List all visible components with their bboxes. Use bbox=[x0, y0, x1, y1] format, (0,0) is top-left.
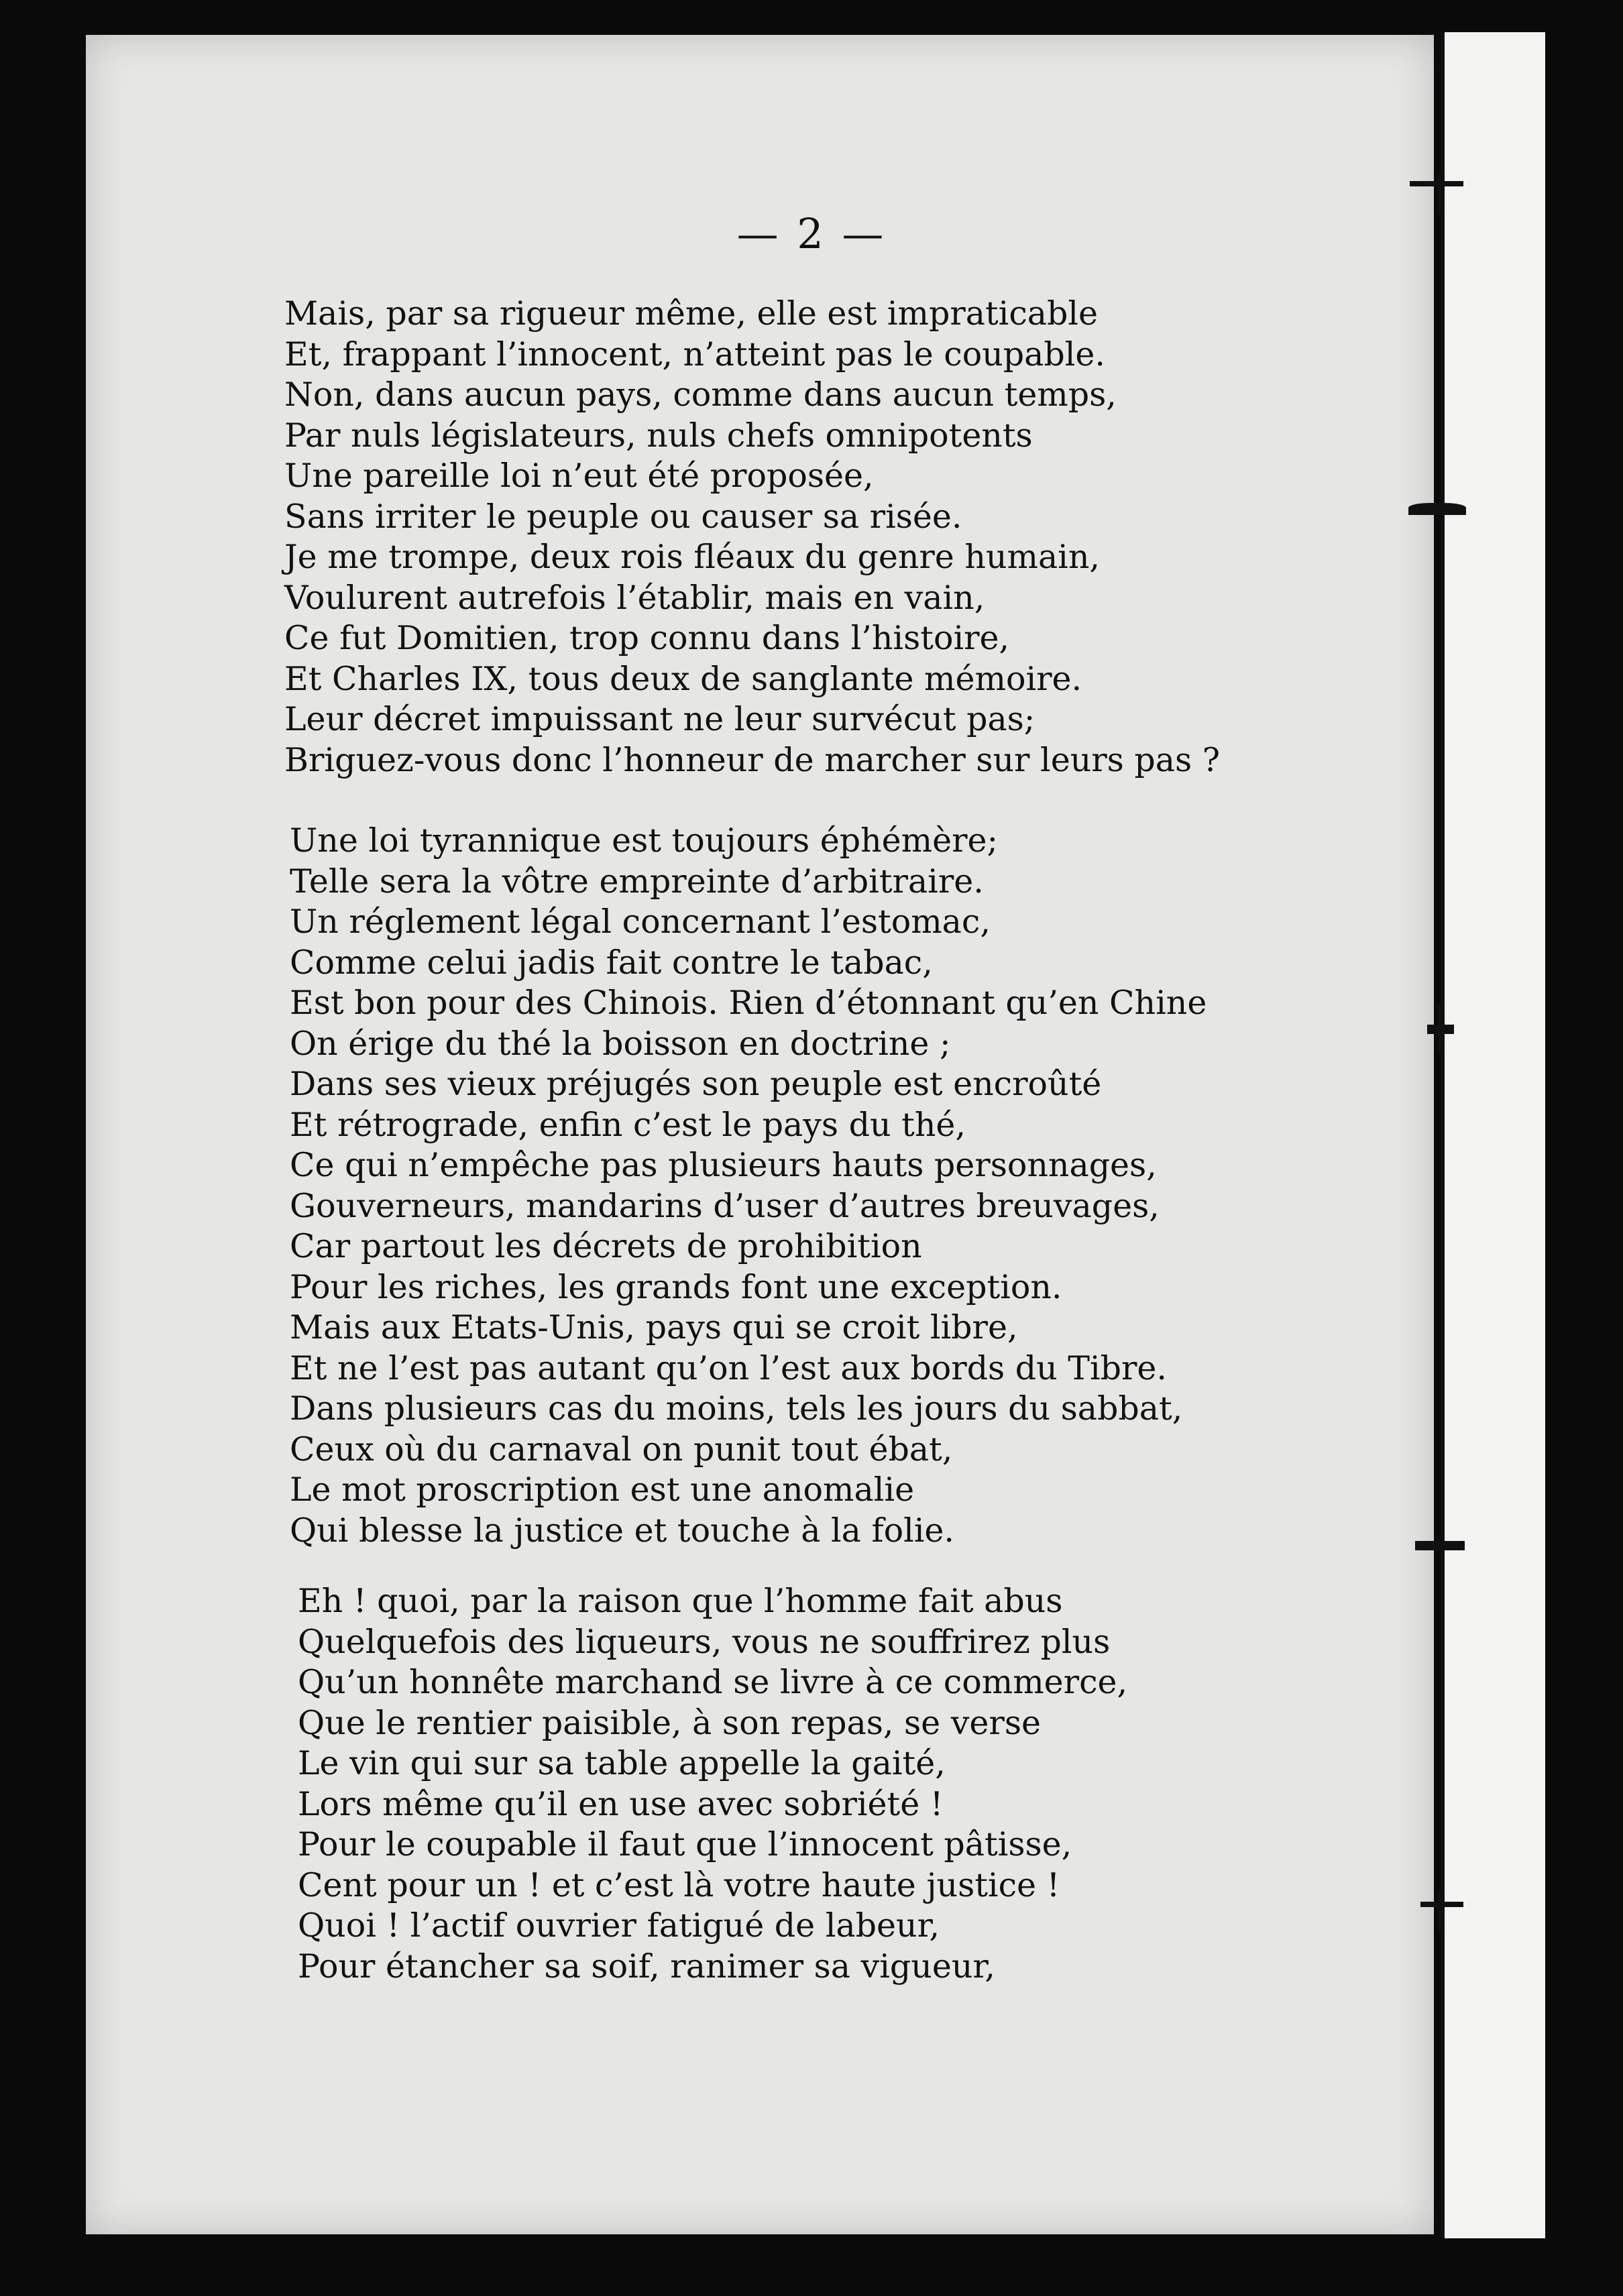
verse-line: Un réglement légal concernant l’estomac, bbox=[290, 903, 991, 941]
verse-line: Par nuls législateurs, nuls chefs omnipotents bbox=[284, 416, 1033, 455]
verse-line: Et Charles IX, tous deux de sanglante mémoire. bbox=[284, 659, 1082, 698]
verse-line: Qui blesse la justice et touche à la folie. bbox=[290, 1511, 955, 1550]
verse-line: Briguez-vous donc l’honneur de marcher sur leurs pas ? bbox=[284, 740, 1220, 779]
verse-line: Gouverneurs, mandarins d’user d’autres breuvages, bbox=[290, 1186, 1160, 1225]
verse-line: Mais aux Etats-Unis, pays qui se croit libre, bbox=[290, 1308, 1018, 1346]
verse-line: Quoi ! l’actif ouvrier fatigué de labeur, bbox=[298, 1906, 940, 1945]
verse-line: Sans irriter le peuple ou causer sa risée. bbox=[284, 497, 962, 536]
verse-line: Cent pour un ! et c’est là votre haute justice ! bbox=[298, 1866, 1060, 1904]
binding-mark bbox=[1410, 181, 1463, 186]
verse-line: Comme celui jadis fait contre le tabac, bbox=[290, 943, 933, 982]
binding-mark bbox=[1420, 1902, 1463, 1907]
verse-line: Est bon pour des Chinois. Rien d’étonnant qu’en Chine bbox=[290, 984, 1207, 1022]
verse-line: Pour étancher sa soif, ranimer sa vigueur, bbox=[298, 1947, 996, 1986]
verse-line: Une pareille loi n’eut été proposée, bbox=[284, 457, 874, 495]
verse-line: On érige du thé la boisson en doctrine ; bbox=[290, 1024, 951, 1063]
binding-mark bbox=[1415, 1541, 1465, 1550]
verse-line: Ce qui n’empêche pas plusieurs hauts personnages, bbox=[290, 1146, 1157, 1184]
verse-line: Dans plusieurs cas du moins, tels les jours du sabbat, bbox=[290, 1389, 1183, 1428]
verse-line: Une loi tyrannique est toujours éphémère; bbox=[290, 821, 999, 860]
binding-mark bbox=[1438, 174, 1442, 215]
verse-line: Et rétrograde, enfin c’est le pays du thé, bbox=[290, 1105, 966, 1144]
verse-line: Dans ses vieux préjugés son peuple est encroûté bbox=[290, 1065, 1102, 1103]
binding-mark bbox=[1408, 503, 1466, 515]
verse-line: Ce fut Domitien, trop connu dans l’histoire, bbox=[284, 619, 1010, 657]
verse-line: Et, frappant l’innocent, n’atteint pas le coupable. bbox=[284, 335, 1105, 374]
verse-line: Telle sera la vôtre empreinte d’arbitraire. bbox=[290, 862, 984, 901]
verse-line: Je me trompe, deux rois fléaux du genre humain, bbox=[284, 538, 1100, 576]
verse-line: Pour les riches, les grands font une exception. bbox=[290, 1267, 1062, 1306]
verse-line: Leur décret impuissant ne leur survécut pas; bbox=[284, 700, 1036, 738]
verse-line: Qu’un honnête marchand se livre à ce commerce, bbox=[298, 1663, 1128, 1701]
verse-line: Eh ! quoi, par la raison que l’homme fait abus bbox=[298, 1582, 1063, 1620]
verse-line: Le vin qui sur sa table appelle la gaité, bbox=[298, 1744, 946, 1782]
verse-line: Quelquefois des liqueurs, vous ne souffrirez plus bbox=[298, 1622, 1111, 1661]
verse-line: Ceux où du carnaval on punit tout ébat, bbox=[290, 1430, 953, 1469]
stanza bbox=[290, 821, 1207, 1551]
verse-line: Lors même qu’il en use avec sobriété ! bbox=[298, 1784, 944, 1823]
verse-line: Pour le coupable il faut que l’innocent pâtisse, bbox=[298, 1825, 1072, 1863]
adjacent-page-edge bbox=[1441, 32, 1545, 2238]
binding-mark bbox=[1427, 1025, 1454, 1034]
stanza bbox=[298, 1581, 1127, 1987]
verse-line: Le mot proscription est une anomalie bbox=[290, 1471, 915, 1509]
verse-line: Et ne l’est pas autant qu’on l’est aux bords du Tibre. bbox=[290, 1348, 1167, 1387]
binding-mark bbox=[1438, 1891, 1442, 1931]
verse-line: Non, dans aucun pays, comme dans aucun temps, bbox=[284, 376, 1117, 414]
verse-line: Voulurent autrefois l’établir, mais en vain, bbox=[284, 578, 985, 617]
page-number: — 2 — bbox=[736, 209, 887, 258]
stanza bbox=[284, 294, 1220, 781]
verse-line: Que le rentier paisible, à son repas, se verse bbox=[298, 1703, 1041, 1742]
verse-line: Mais, par sa rigueur même, elle est impraticable bbox=[284, 294, 1099, 333]
verse-line: Car partout les décrets de prohibition bbox=[290, 1227, 922, 1265]
